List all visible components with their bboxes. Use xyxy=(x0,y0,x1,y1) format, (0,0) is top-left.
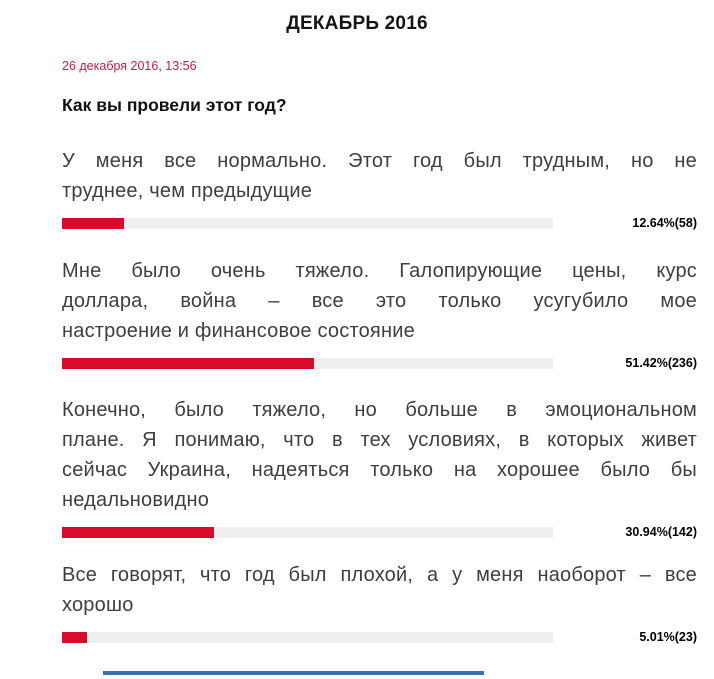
poll-option-text-line: У меня все нормально. Этот год был трудным, но не xyxy=(62,150,697,172)
poll-option xyxy=(62,146,697,229)
poll-options-list xyxy=(62,146,697,643)
poll-option-text xyxy=(62,146,697,206)
bottom-divider xyxy=(103,671,484,675)
poll-result-row xyxy=(62,217,697,229)
post-date: 26 декабря 2016, 13:56 xyxy=(62,59,197,73)
poll-bar-track xyxy=(62,632,553,643)
poll-result-label: 12.64%(58) xyxy=(632,216,697,230)
poll-option xyxy=(62,560,697,643)
poll-option-text-line: хорошо xyxy=(62,594,134,616)
poll-question: Как вы провели этот год? xyxy=(62,95,287,115)
poll-result-label: 30.94%(142) xyxy=(625,525,697,539)
poll-option-text-line: труднее, чем предыдущие xyxy=(62,180,313,202)
poll-bar-track xyxy=(62,358,553,369)
poll-result-label: 5.01%(23) xyxy=(639,630,697,644)
poll-option-text-line: настроение и финансовое состояние xyxy=(62,320,415,342)
poll-option-text-line: Конечно, было тяжело, но больше в эмоциональном xyxy=(62,399,697,421)
poll-option-text-line: Мне было очень тяжело. Галопирующие цены, курс xyxy=(62,260,697,282)
poll-bar-fill xyxy=(62,527,214,538)
poll-option-text-line: плане. Я понимаю, что в тех условиях, в которых живет xyxy=(62,429,697,451)
poll-bar-fill xyxy=(62,632,87,643)
poll-option xyxy=(62,256,697,369)
poll-option-text-line: доллара, война – все это только усугубило мое xyxy=(62,290,697,312)
poll-option-text xyxy=(62,560,697,620)
poll-result-row xyxy=(62,526,697,538)
poll-result-label: 51.42%(236) xyxy=(625,356,697,370)
poll-bar-fill xyxy=(62,358,314,369)
poll-option-text xyxy=(62,395,697,515)
poll-result-row xyxy=(62,357,697,369)
poll-option-text-line: недальновидно xyxy=(62,489,210,511)
poll-bar-track xyxy=(62,218,553,229)
poll-option-text xyxy=(62,256,697,346)
poll-option-text-line: Все говорят, что год был плохой, а у меня наоборот – все xyxy=(62,564,697,586)
poll-option-text-line: сейчас Украина, надеяться только на хорошее было бы xyxy=(62,459,697,481)
poll-bar-track xyxy=(62,527,553,538)
poll-result-row xyxy=(62,631,697,643)
poll-bar-fill xyxy=(62,218,124,229)
poll-option xyxy=(62,395,697,538)
page-title: ДЕКАБРЬ 2016 xyxy=(286,13,428,34)
